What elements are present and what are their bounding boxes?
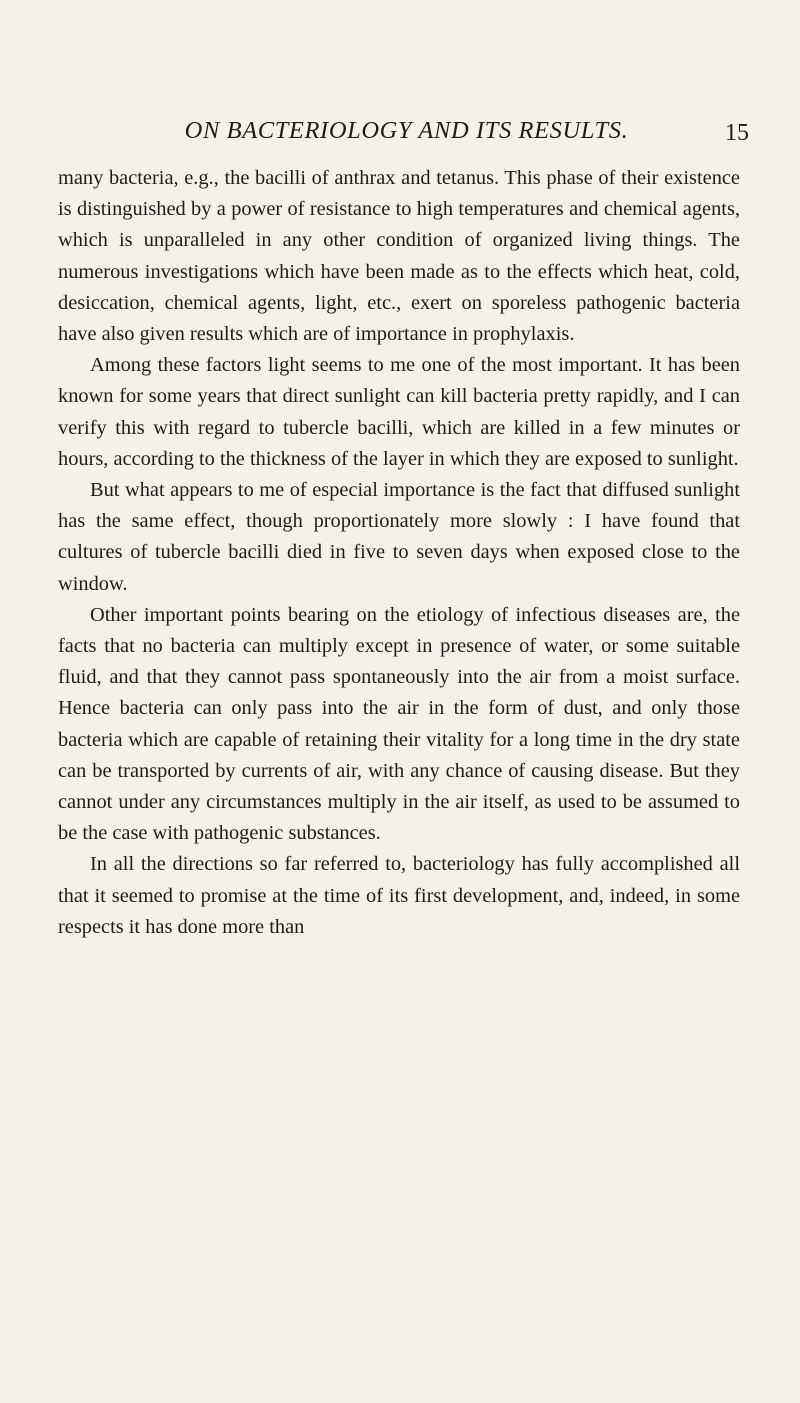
paragraph-4: Other important points bearing on the etiology of infectious diseases are, the facts that no bacteria can multiply except in presence of water, or some suitable fluid, and that they cannot pass spontaneously into the air from a moist surface. Hence bacteria can only pass into the air in the form of dust, and only those bacteria which are capable of retaining their vitality for a long time in the dry state can be transported by currents of air, with any chance of causing disease. But they cannot under any circumstances multiply in the air itself, as used to be assumed to be the case with pathogenic substances.: [58, 603, 740, 845]
body-text: [58, 163, 740, 943]
page-number: 15: [725, 120, 749, 146]
running-title: ON BACTERIOLOGY AND ITS RESULTS.: [184, 117, 629, 144]
paragraph-3: But what appears to me of especial importance is the fact that diffused sunlight has the same effect, though proportionately more slowly : I have found that cultures of tubercle bacilli died in five to seven days when exposed close to the window.: [58, 479, 740, 595]
paragraph-1: many bacteria, e.g., the bacilli of anthrax and tetanus. This phase of their existence is distinguished by a power of resistance to high temperatures and chemical agents, which is unparalleled in any other condition of organized living things. The numerous investigations which have been made as to the effects which heat, cold, desiccation, chemical agents, light, etc., exert on sporeless pathogenic bacteria have also given results which are of importance in prophylaxis.: [58, 167, 740, 346]
paragraph-5: In all the directions so far referred to, bacteriology has fully accomplished all that it seemed to promise at the time of its first development, and, indeed, in some respects it has done more than: [58, 853, 740, 938]
paragraph-2: Among these factors light seems to me one of the most important. It has been known for some years that direct sunlight can kill bacteria pretty rapidly, and I can verify this with regard to tubercle bacilli, which are killed in a few minutes or hours, according to the thickness of the layer in which they are exposed to sunlight.: [58, 354, 740, 470]
running-head: [100, 113, 749, 149]
